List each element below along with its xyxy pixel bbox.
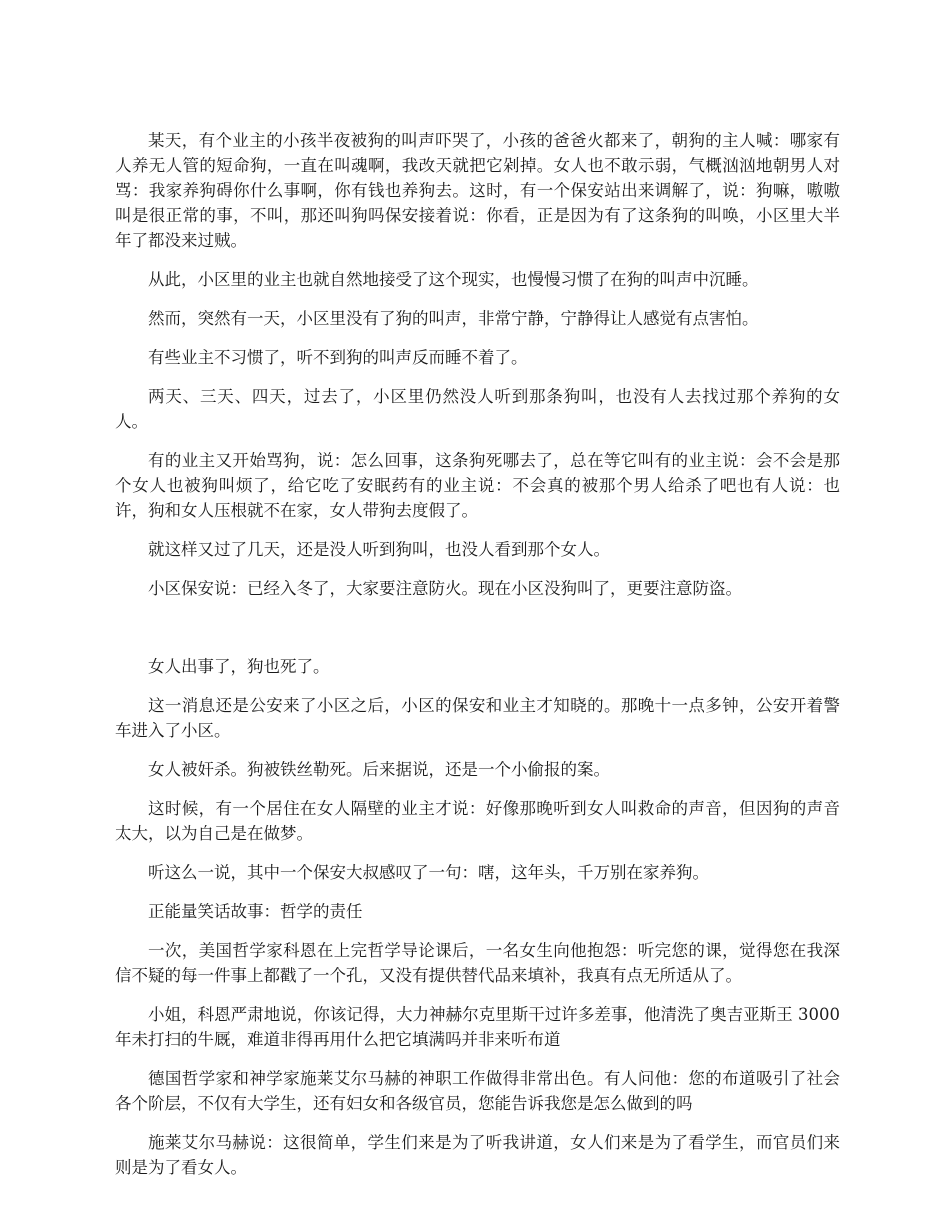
paragraph: 有的业主又开始骂狗，说：怎么回事，这条狗死哪去了，总在等它叫有的业主说：会不会是那个女人也被狗叫烦了，给它吃了安眠药有的业主说：不会真的被那个男人给杀了吧也有人说：也许，狗和女人压根就不在家，女人带狗去度假了。 xyxy=(115,451,840,520)
document-body xyxy=(115,128,840,1194)
paragraph: 某天，有个业主的小孩半夜被狗的叫声吓哭了，小孩的爸爸火都来了，朝狗的主人喊：哪家有人养无人管的短命狗，一直在叫魂啊，我改天就把它剁掉。女人也不敢示弱，气概汹汹地朝男人对骂：我家养狗碍你什么事啊，你有钱也养狗去。这时，有一个保安站出来调解了，说：狗嘛，嗷嗷叫是很正常的事，不叫，那还叫狗吗保安接着说：你看，正是因为有了这条狗的叫唤，小区里大半年了都没来过贼。 xyxy=(115,131,840,250)
section-gap xyxy=(115,615,840,654)
paragraph: 小姐，科恩严肃地说，你该记得，大力神赫尔克里斯干过许多差事，他清洗了奥吉亚斯王 3000 年未打扫的牛厩，难道非得再用什么把它填满吗并非来听布道 xyxy=(115,1005,840,1049)
section-heading: 正能量笑话故事：哲学的责任 xyxy=(148,902,363,921)
paragraph: 两天、三天、四天，过去了，小区里仍然没人听到那条狗叫，也没有人去找过那个养狗的女人。 xyxy=(115,387,840,431)
paragraph: 就这样又过了几天，还是没人听到狗叫，也没人看到那个女人。 xyxy=(148,540,610,559)
paragraph: 施莱艾尔马赫说：这很简单，学生们来是为了听我讲道，女人们来是为了看学生，而官员们来则是为了看女人。 xyxy=(115,1133,840,1177)
paragraph: 一次，美国哲学家科恩在上完哲学导论课后，一名女生向他抱怨：听完您的课，觉得您在我深信不疑的每一件事上都戳了一个孔，又没有提供替代品来填补，我真有点无所适从了。 xyxy=(115,941,840,985)
paragraph: 德国哲学家和神学家施莱艾尔马赫的神职工作做得非常出色。有人问他：您的布道吸引了社会各个阶层，不仅有大学生，还有妇女和各级官员，您能告诉我您是怎么做到的吗 xyxy=(115,1069,840,1113)
paragraph: 听这么一说，其中一个保安大叔感叹了一句：嗐，这年头，千万别在家养狗。 xyxy=(148,863,709,882)
paragraph: 女人被奸杀。狗被铁丝勒死。后来据说，还是一个小偷报的案。 xyxy=(148,760,610,779)
paragraph: 女人出事了，狗也死了。 xyxy=(148,657,330,676)
paragraph: 小区保安说：已经入冬了，大家要注意防火。现在小区没狗叫了，更要注意防盗。 xyxy=(148,579,742,598)
paragraph: 从此，小区里的业主也就自然地接受了这个现实，也慢慢习惯了在狗的叫声中沉睡。 xyxy=(148,270,759,289)
paragraph: 然而，突然有一天，小区里没有了狗的叫声，非常宁静，宁静得让人感觉有点害怕。 xyxy=(148,309,759,328)
paragraph: 这时候，有一个居住在女人隔壁的业主才说：好像那晚听到女人叫救命的声音，但因狗的声音太大，以为自己是在做梦。 xyxy=(115,799,840,843)
paragraph: 有些业主不习惯了，听不到狗的叫声反而睡不着了。 xyxy=(148,348,528,367)
paragraph: 这一消息还是公安来了小区之后，小区的保安和业主才知晓的。那晚十一点多钟，公安开着警车进入了小区。 xyxy=(115,696,840,740)
